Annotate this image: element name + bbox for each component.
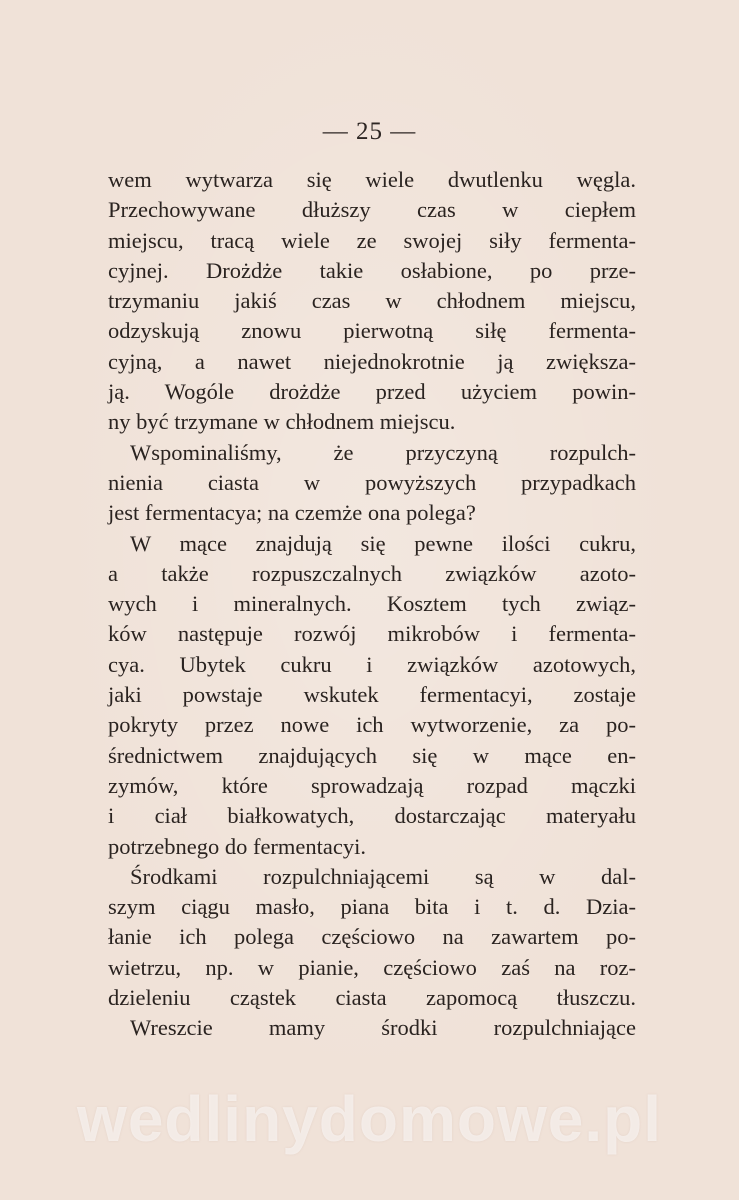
text-line: średnictwem znajdujących się w mące en- [108, 742, 636, 768]
text-line: miejscu, tracą wiele ze swojej siły fermenta- [108, 227, 636, 253]
text-line: i ciał białkowatych, dostarczając materyału [108, 803, 636, 829]
text-line: odzyskują znowu pierwotną siłę fermenta- [108, 318, 636, 344]
text-line: ją. Wogóle drożdże przed użyciem powin- [108, 379, 636, 405]
text-line: pokryty przez nowe ich wytworzenie, za po- [108, 712, 636, 738]
text-line: Wspominaliśmy, że przyczyną rozpulch- [130, 439, 636, 465]
text-line: potrzebnego do fermentacyi. [108, 833, 367, 859]
text-line: dzieleniu cząstek ciasta zapomocą tłuszczu. [108, 985, 636, 1011]
text-line: wietrzu, np. w pianie, częściowo zaś na roz- [108, 954, 636, 980]
text-line: Wreszcie mamy środki rozpulchniające [130, 1015, 636, 1041]
text-line: ny być trzymane w chłodnem miejscu. [108, 409, 456, 435]
text-line: cyjną, a nawet niejednokrotnie ją zwiększa- [108, 348, 636, 374]
text-line: wych i mineralnych. Kosztem tych związ- [108, 591, 636, 617]
body-text [108, 165, 636, 1044]
watermark: wedlinydomowe.pl [77, 1083, 662, 1155]
text-line: ków następuje rozwój mikrobów i fermenta- [108, 621, 636, 647]
text-line: zymów, które sprowadzają rozpad mączki [108, 772, 636, 798]
text-line: jest fermentacya; na czemże ona polega? [108, 500, 476, 526]
text-line: W mące znajdują się pewne ilości cukru, [130, 530, 636, 556]
text-line: nienia ciasta w powyższych przypadkach [108, 469, 636, 495]
text-line: wem wytwarza się wiele dwutlenku węgla. [108, 167, 636, 192]
text-line: jaki powstaje wskutek fermentacyi, zostaje [108, 682, 636, 708]
text-line: cya. Ubytek cukru i związków azotowych, [108, 651, 636, 677]
text-line: łanie ich polega częściowo na zawartem po- [108, 924, 636, 950]
text-line: szym ciągu masło, piana bita i t. d. Dzia- [108, 894, 636, 920]
text-line: Przechowywane dłuższy czas w ciepłem [108, 197, 636, 223]
page-number: — 25 — [322, 118, 417, 145]
text-line: a także rozpuszczalnych związków azoto- [108, 560, 636, 586]
text-line: Środkami rozpulchniającemi są w dal- [130, 863, 636, 889]
text-line: cyjnej. Drożdże takie osłabione, po prze- [108, 257, 636, 283]
text-line: trzymaniu jakiś czas w chłodnem miejscu, [108, 288, 636, 314]
